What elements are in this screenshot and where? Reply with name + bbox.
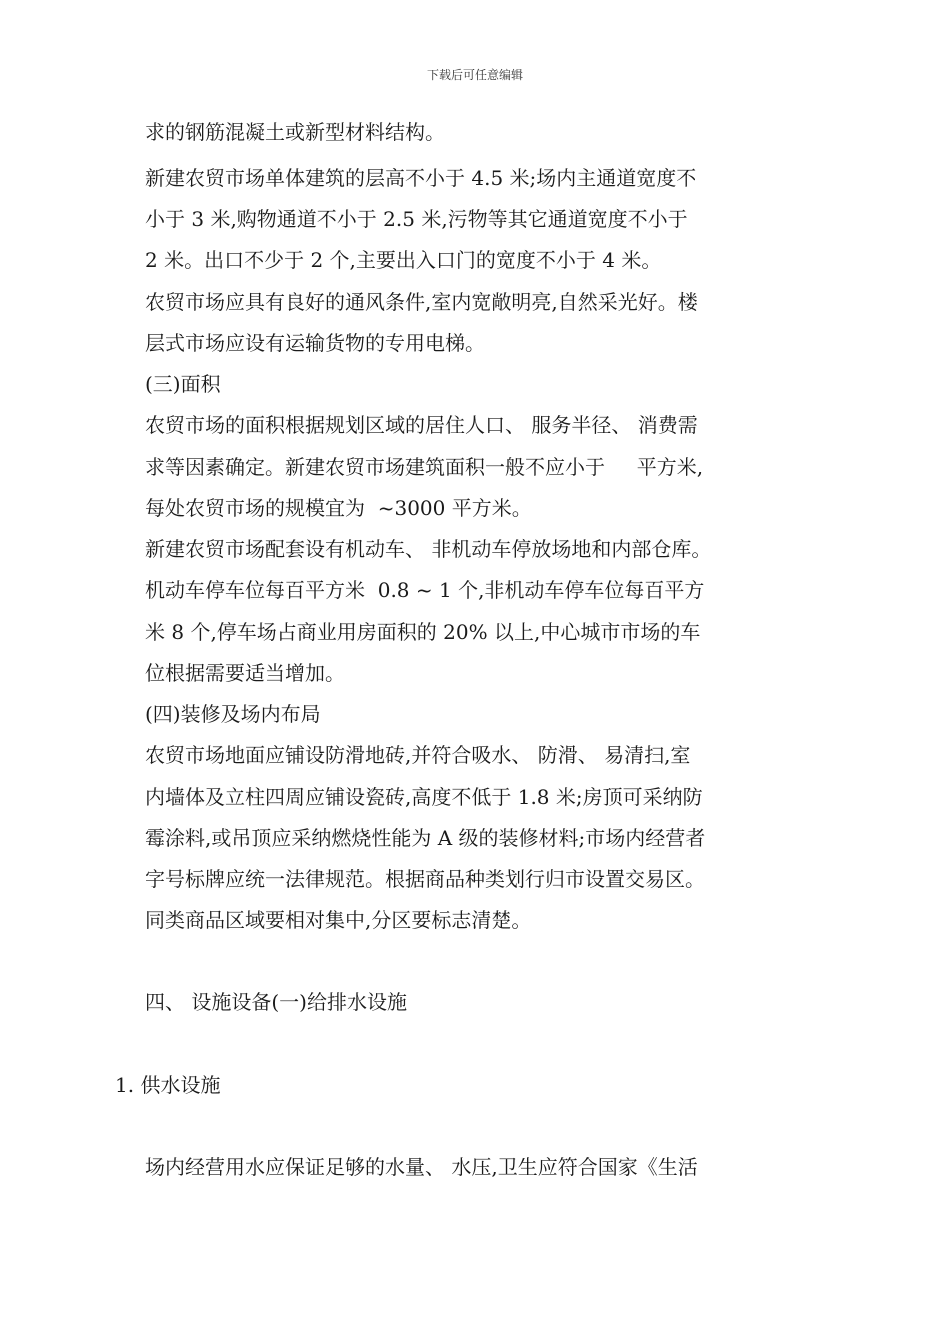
paragraph-line: 场内经营用水应保证足够的水量、 水压,卫生应符合国家《生活 — [145, 1155, 698, 1179]
paragraph-line: 农贸市场应具有良好的通风条件,室内宽敞明亮,自然采光好。楼 — [145, 290, 698, 314]
paragraph-line: 新建农贸市场单体建筑的层高不小于 4.5 米;场内主通道宽度不 — [145, 166, 697, 190]
paragraph-line: 机动车停车位每百平方米 0.8 ~ 1 个,非机动车停车位每百平方 — [145, 578, 705, 602]
paragraph-line: 同类商品区域要相对集中,分区要标志清楚。 — [145, 908, 532, 932]
numbered-item-water-supply: 1. 供水设施 — [115, 1073, 221, 1097]
section-heading-area: (三)面积 — [145, 372, 221, 396]
paragraph-line: 新建农贸市场配套设有机动车、 非机动车停放场地和内部仓库。 — [145, 537, 712, 561]
paragraph-line: 求的钢筋混凝土或新型材料结构。 — [145, 120, 445, 144]
page-header-note: 下载后可任意编辑 — [426, 68, 523, 82]
paragraph-line: 霉涂料,或吊顶应采纳燃烧性能为 A 级的装修材料;市场内经营者 — [145, 826, 706, 850]
paragraph-line: 位根据需要适当增加。 — [145, 661, 345, 685]
paragraph-line: 小于 3 米,购物通道不小于 2.5 米,污物等其它通道宽度不小于 — [145, 207, 688, 231]
section-heading-layout: (四)装修及场内布局 — [145, 702, 321, 726]
paragraph-line: 每处农贸市场的规模宜为 ~3000 平方米。 — [145, 496, 532, 520]
paragraph-line: 层式市场应设有运输货物的专用电梯。 — [145, 331, 485, 355]
paragraph-line: 字号标牌应统一法律规范。根据商品种类划行归市设置交易区。 — [145, 867, 705, 891]
paragraph-line: 2 米。出口不少于 2 个,主要出入口门的宽度不小于 4 米。 — [145, 248, 662, 272]
paragraph-line: 求等因素确定。新建农贸市场建筑面积一般不应小于 平方米, — [145, 455, 704, 479]
paragraph-line: 农贸市场的面积根据规划区域的居住人口、 服务半径、 消费需 — [145, 413, 698, 437]
paragraph-line: 内墙体及立柱四周应铺设瓷砖,高度不低于 1.8 米;房顶可采纳防 — [145, 785, 703, 809]
paragraph-line: 米 8 个,停车场占商业用房面积的 20% 以上,中心城市市场的车 — [145, 620, 701, 644]
paragraph-line: 农贸市场地面应铺设防滑地砖,并符合吸水、 防滑、 易清扫,室 — [145, 743, 691, 767]
section-heading-facilities: 四、 设施设备(一)给排水设施 — [145, 990, 407, 1014]
